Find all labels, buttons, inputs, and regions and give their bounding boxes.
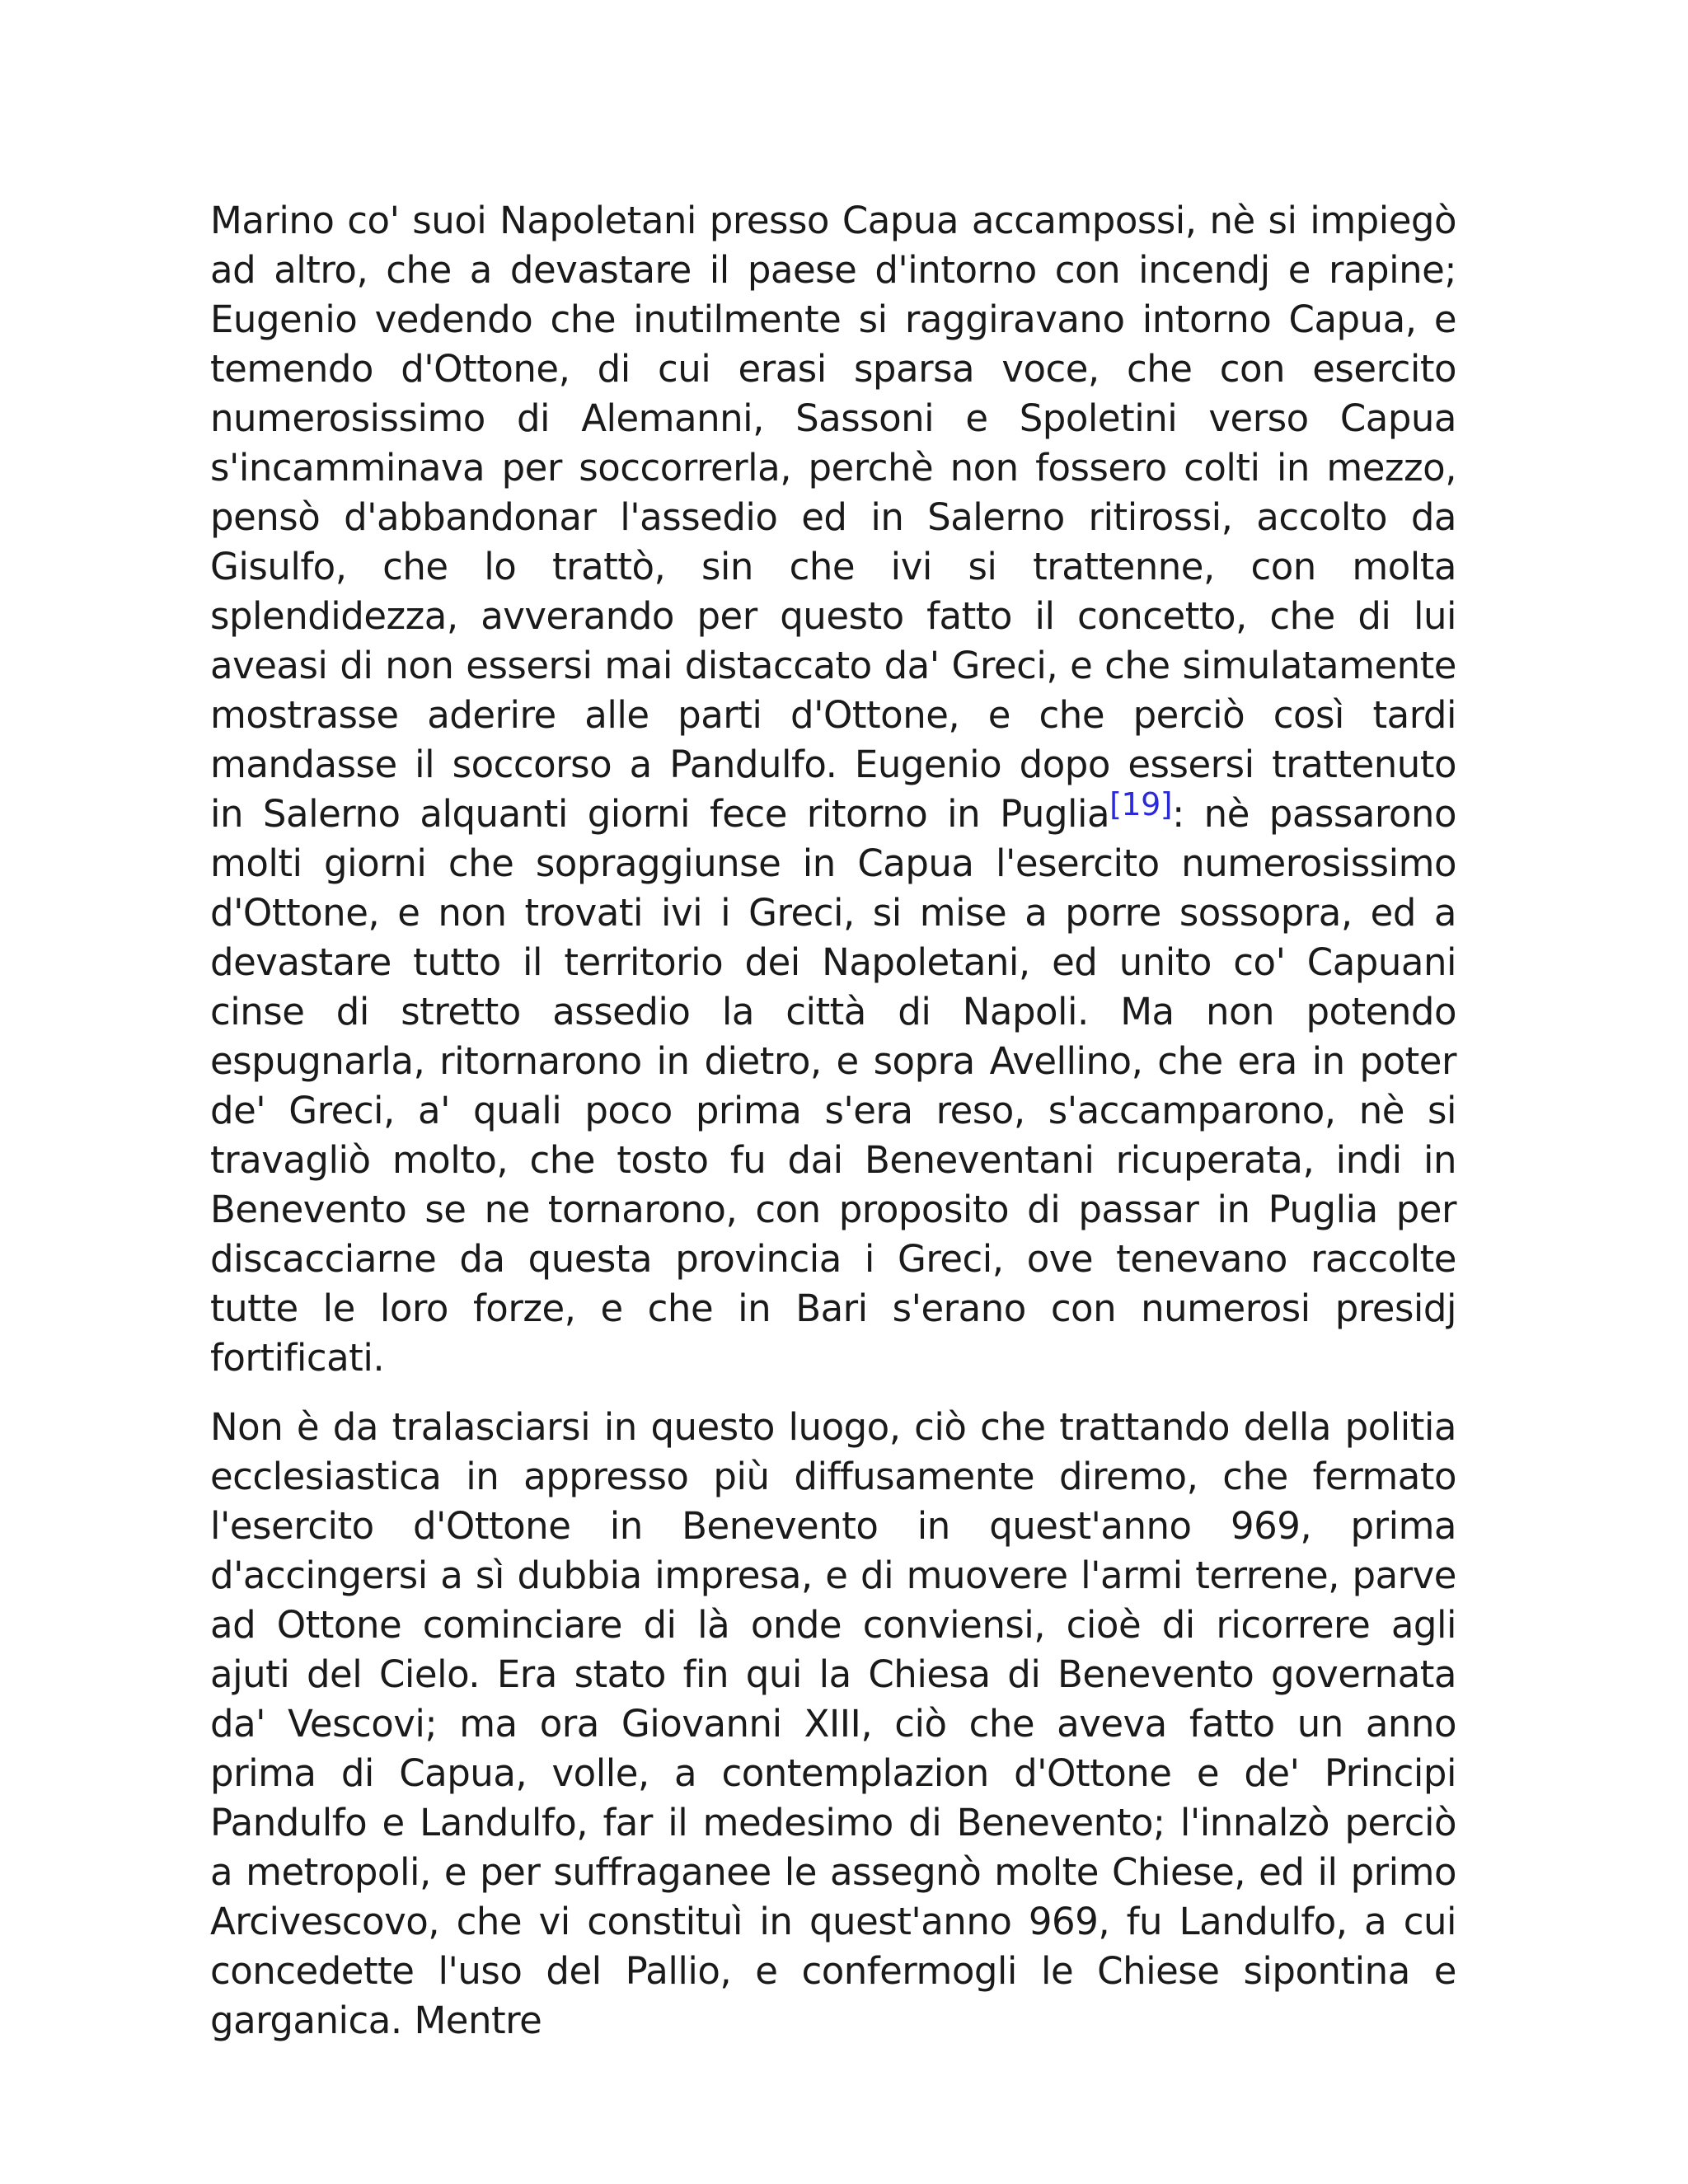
paragraph-1	[210, 196, 1456, 1383]
document-page	[210, 196, 1456, 2046]
footnote-link-19[interactable]: [19]	[1109, 786, 1173, 823]
paragraph-2: Non è da tralasciarsi in questo luogo, ciò che trattando della politia ecclesiastica in appresso più diffusamente diremo, che fermato l'esercito d'Ottone in Benevento in quest'anno 969, prima d'accingersi a sì dubbia impresa, e di muovere l'armi terrene, parve ad Ottone cominciare di là onde conviensi, cioè di ricorrere agli ajuti del Cielo. Era stato fin qui la Chiesa di Benevento governata da' Vescovi; ma ora Giovanni XIII, ciò che aveva fatto un anno prima di Capua, volle, a contemplazion d'Ottone e de' Principi Pandulfo e Landulfo, far il medesimo di Benevento; l'innalzò perciò a metropoli, e per suffraganee le assegnò molte Chiese, ed il primo Arcivescovo, che vi constituì in quest'anno 969, fu Landulfo, a cui concedette l'uso del Pallio, e confermogli le Chiese sipontina e garganica. Mentre	[210, 1405, 1456, 2042]
paragraph-1-continuation: : nè passarono molti giorni che sopraggiunse in Capua l'esercito numerosissimo d'Ottone, e non trovati ivi i Greci, si mise a porre sossopra, ed a devastare tutto il territorio dei Napoletani, ed unito co' Capuani cinse di stretto assedio la città di Napoli. Ma non potendo espugnarla, ritornarono in dietro, e sopra Avellino, che era in poter de' Greci, a' quali poco prima s'era reso, s'accamparono, nè si travagliò molto, che tosto fu dai Beneventani ricuperata, indi in Benevento se ne tornarono, con proposito di passar in Puglia per discacciarne da questa provincia i Greci, ove tenevano raccolte tutte le loro forze, e che in Bari s'erano con numerosi presidj fortificati.	[210, 792, 1456, 1380]
paragraph-1-text: Marino co' suoi Napoletani presso Capua accampossi, nè si impiegò ad altro, che a devastare il paese d'intorno con incendj e rapine; Eugenio vedendo che inutilmente si raggiravano intorno Capua, e temendo d'Ottone, di cui erasi sparsa voce, che con esercito numerosissimo di Alemanni, Sassoni e Spoletini verso Capua s'incamminava per soccorrerla, perchè non fossero colti in mezzo, pensò d'abbandonar l'assedio ed in Salerno ritirossi, accolto da Gisulfo, che lo trattò, sin che ivi si trattenne, con molta splendidezza, avverando per questo fatto il concetto, che di lui aveasi di non essersi mai distaccato da' Greci, e che simulatamente mostrasse aderire alle parti d'Ottone, e che perciò così tardi mandasse il soccorso a Pandulfo. Eugenio dopo essersi trattenuto in Salerno alquanti giorni fece ritorno in Puglia	[210, 199, 1456, 836]
